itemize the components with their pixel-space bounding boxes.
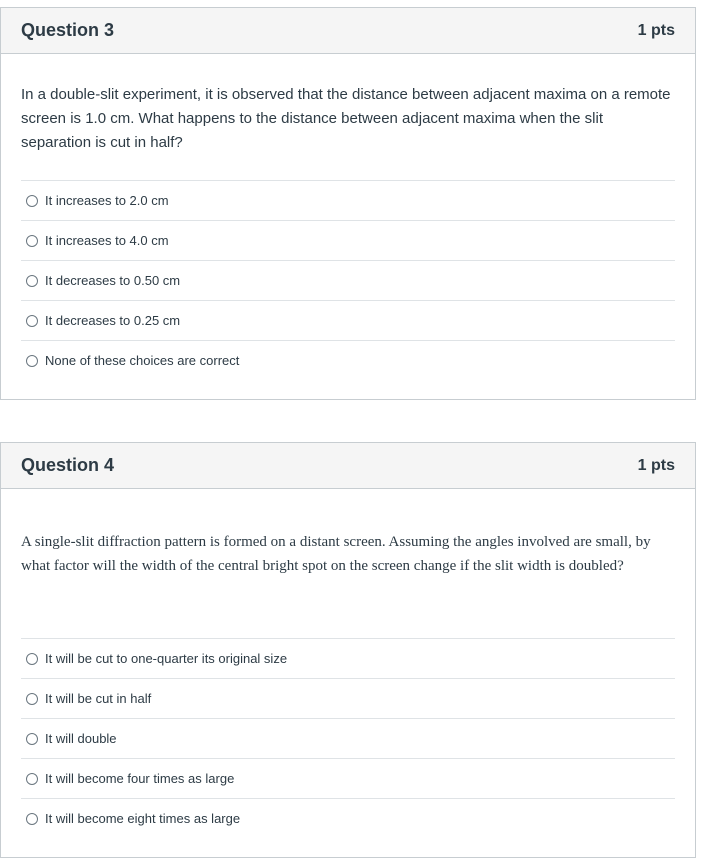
answer-label: It increases to 2.0 cm [45,193,169,208]
answer-option[interactable] [21,180,675,220]
radio-button[interactable] [26,235,38,247]
answer-label: It will become eight times as large [45,811,241,826]
question-header [1,443,695,489]
radio-button[interactable] [26,315,38,327]
answer-option[interactable] [21,220,675,260]
radio-button[interactable] [26,653,38,665]
question-points: 1 pts [637,21,675,39]
answer-option[interactable] [21,340,675,380]
radio-button[interactable] [26,355,38,367]
question-text: In a double-slit experiment, it is observed that the distance between adjacent maxima on a remote screen is 1.0 cm. What happens to the distance between adjacent maxima when the slit separation is cut in half? [21,86,671,151]
radio-button[interactable] [26,773,38,785]
answer-label: None of these choices are correct [45,353,240,368]
question-title: Question 3 [21,20,115,40]
answer-label: It will become four times as large [45,771,235,786]
radio-button[interactable] [26,195,38,207]
answer-label: It will be cut to one-quarter its original size [45,651,288,666]
question-title: Question 4 [21,455,115,475]
answer-option[interactable] [21,798,675,838]
question-3 [0,7,696,400]
radio-button[interactable] [26,733,38,745]
question-text: A single-slit diffraction pattern is formed on a distant screen. Assuming the angles involved are small, by what factor will the width of the central bright spot on the screen change if the slit width is doubled? [21,534,651,574]
answer-label: It will double [45,731,117,746]
radio-button[interactable] [26,693,38,705]
answer-list [21,180,675,380]
answer-label: It decreases to 0.25 cm [45,313,181,328]
answer-list [21,638,675,838]
answer-option[interactable] [21,758,675,798]
answer-option[interactable] [21,718,675,758]
answer-label: It decreases to 0.50 cm [45,273,181,288]
answer-option[interactable] [21,678,675,718]
answer-option[interactable] [21,260,675,300]
radio-button[interactable] [26,275,38,287]
radio-button[interactable] [26,813,38,825]
question-header [1,8,695,54]
answer-option[interactable] [21,300,675,340]
question-points: 1 pts [637,456,675,474]
answer-label: It will be cut in half [45,691,152,706]
answer-option[interactable] [21,638,675,678]
question-4 [0,442,696,858]
answer-label: It increases to 4.0 cm [45,233,169,248]
